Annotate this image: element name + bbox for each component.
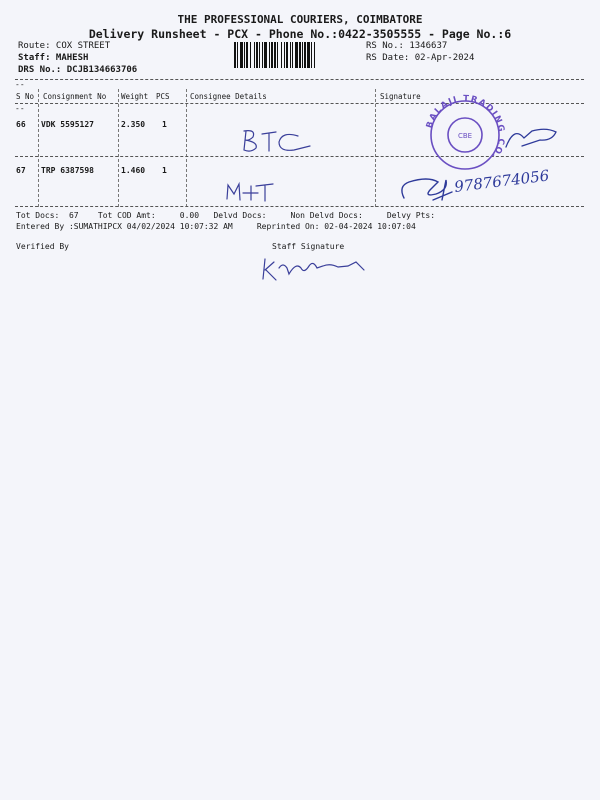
handwritten-phone-number: 9787674056 (453, 166, 551, 196)
totals-line: Tot Docs: 67 Tot COD Amt: 0.00 Delvd Docs: Non Delvd Docs: Delvy Pts: (16, 211, 436, 220)
col-header-weight: Weight (121, 92, 149, 101)
staff-label: Staff: MAHESH (18, 53, 89, 63)
row66-consignment: VDK 5595127 (41, 120, 94, 129)
staff-signature-scribble (263, 259, 364, 280)
route-label: Route: COX STREET (18, 41, 111, 51)
row66-sno: 66 (16, 120, 26, 129)
row66-weight: 2.350 (121, 120, 146, 129)
signature-scribble-row66 (506, 129, 556, 147)
top-marker: -- (15, 80, 25, 89)
row67-consignment: TRP 6387598 (41, 166, 94, 175)
row67-weight: 1.460 (121, 166, 146, 175)
col-header-consignment: Consignment No (43, 92, 107, 101)
sub-marker: -- (15, 104, 25, 113)
col-header-signature: Signature (380, 92, 421, 101)
runsheet-title: Delivery Runsheet - PCX - Phone No.:0422-3505555 - Page No.:6 (88, 27, 512, 41)
stamp-ring-text: BALAJI TRADING CO. (424, 93, 507, 162)
rs-date: RS Date: 02-Apr-2024 (366, 53, 475, 63)
col-header-pcs: PCS (156, 92, 170, 101)
drs-number: DRS No.: DCJB134663706 (18, 65, 138, 75)
stamp-center-text: CBE (457, 132, 473, 140)
rs-number: RS No.: 1346637 (366, 41, 448, 51)
row67-pcs: 1 (162, 166, 167, 175)
row66-pcs: 1 (162, 120, 167, 129)
handwritten-mft (227, 184, 273, 201)
verified-by-label: Verified By (16, 242, 69, 251)
signature-row67 (402, 179, 452, 200)
entered-line: Entered By :SUMATHIPCX 04/02/2024 10:07:32 AM Reprinted On: 02-04-2024 10:07:04 (16, 222, 416, 231)
company-stamp (425, 94, 506, 169)
col-header-consignee: Consignee Details (190, 92, 267, 101)
svg-text:BALAJI TRADING CO. (425, 94, 506, 161)
col-header-sno: S No (16, 92, 35, 101)
handwritten-btc (244, 131, 310, 152)
row67-sno: 67 (16, 166, 26, 175)
company-title: THE PROFESSIONAL COURIERS, COIMBATORE (177, 13, 423, 26)
staff-signature-label: Staff Signature (272, 242, 345, 251)
